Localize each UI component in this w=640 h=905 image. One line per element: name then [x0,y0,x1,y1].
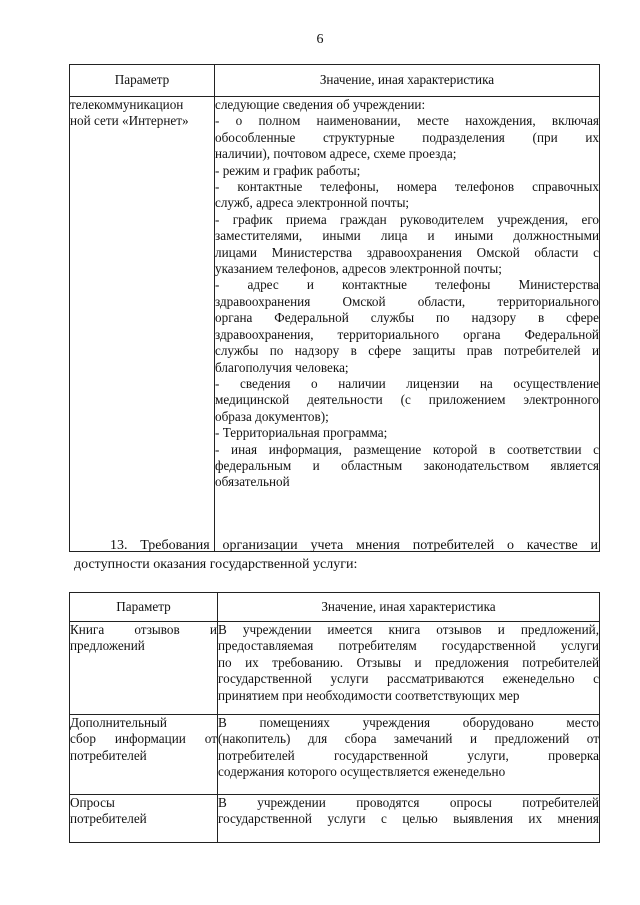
param-cell [70,622,218,715]
value-line: органа Федеральной службы по надзору в сфере [215,310,599,326]
value-line: образа документов); [215,408,329,424]
value-line: благополучия человека; [215,359,349,375]
table-header-row [70,65,600,97]
value-line: - сведения о наличии лицензии на осуществление [215,375,599,391]
value-line: (накопитель) для сбора замечаний и предложений от [218,731,599,747]
param-line: сбор информации от [70,731,217,747]
value-line: - режим и график работы; [215,162,361,178]
value-line: потребителей государственной услуги, проверка [218,747,599,763]
value-line: по их требованию. Отзывы и предложения потребителей [218,654,599,670]
header-value: Значение, иная характеристика [218,593,600,622]
value-line: служб, адреса электронной почты; [215,195,410,211]
table-row [70,622,600,715]
section-13-heading [74,536,598,574]
param-line: Опросы [70,795,115,810]
value-line: здравоохранения Омской области, территориального [215,293,599,309]
table-row [70,715,600,795]
section-heading-line: 13. Требования организации учета мнения потребителей о качестве и [110,538,598,553]
param-line: потребителей [70,747,147,763]
value-line: - график приема граждан руководителем учреждения, его [215,211,599,227]
value-cell [218,795,600,843]
value-line: федеральным и областным законодательством является [215,457,599,473]
value-line: лицами Министерства здравоохранения Омской области с [215,244,599,260]
value-line: - контактные телефоны, номера телефонов справочных [215,179,599,195]
value-line: содержания которого осуществляется еженедельно [218,764,506,780]
value-line: принятием при необходимости соответствующих мер [218,687,520,703]
param-line: потребителей [70,811,147,827]
value-cell [215,97,600,552]
value-line: обязательной [215,474,290,490]
value-line: следующие сведения об учреждении: [215,97,426,112]
param-cell [70,97,215,552]
page-number: 6 [316,32,324,47]
param-line: Книга отзывов и [70,622,217,637]
value-line: В учреждении проводятся опросы потребителей [218,795,599,810]
section-heading-line: доступности оказания государственной услуги: [74,557,358,572]
value-line: - Территориальная программа; [215,425,388,441]
value-cell [218,715,600,795]
table-header-row [70,593,600,622]
table-row [70,795,600,843]
table-row [70,97,600,552]
param-cell [70,795,218,843]
feedback-table [69,592,600,843]
param-line: телекоммуникацион [70,97,184,112]
param-line: ной сети «Интернет» [70,113,189,129]
value-line: В помещениях учреждения оборудовано место [218,715,599,730]
value-line: предоставляемая потребителям государственной услуги [218,638,599,654]
value-line: заместителями, иными лица и иными должностными [215,228,599,244]
value-line: службы по надзору в сфере защиты прав потребителей и [215,343,599,359]
value-line: наличии), почтовом адресе, схеме проезда; [215,146,457,162]
param-line: предложений [70,638,145,654]
header-value: Значение, иная характеристика [215,65,600,97]
value-line: В учреждении имеется книга отзывов и предложений, [218,622,599,637]
value-line: государственной услуги с целью выявления их мнения [218,811,599,827]
header-parameter: Параметр [70,593,218,622]
value-line: медицинской деятельности (с приложением электронного [215,392,599,408]
value-line: здравоохранения, территориального органа Федеральной [215,326,599,342]
value-line: - адрес и контактные телефоны Министерства [215,277,599,293]
param-line: Дополнительный [70,715,167,730]
info-table [69,64,600,552]
value-line: обособленные структурные подразделения (при их [215,129,599,145]
value-line: указанием телефонов, адресов электронной почты; [215,261,502,277]
value-line: государственной услуги рассматриваются еженедельно с [218,671,599,687]
value-line: - о полном наименовании, месте нахождения, включая [215,113,599,129]
value-line: - иная информация, размещение которой в соответствии с [215,441,599,457]
header-parameter: Параметр [70,65,215,97]
value-cell [218,622,600,715]
param-cell [70,715,218,795]
